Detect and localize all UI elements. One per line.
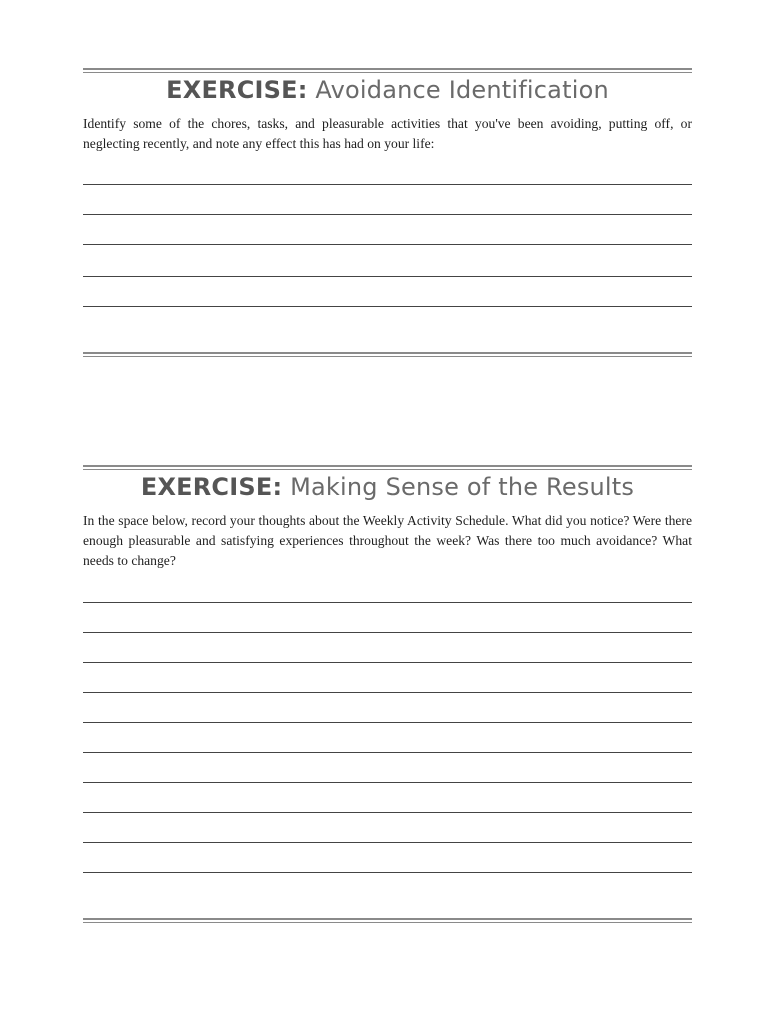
exercise-label: EXERCISE: (166, 76, 308, 104)
writing-line[interactable] (83, 842, 692, 843)
writing-line[interactable] (83, 244, 692, 245)
exercise-making-sense-of-results (83, 465, 692, 925)
writing-line[interactable] (83, 812, 692, 813)
writing-line[interactable] (83, 214, 692, 215)
top-double-rule (83, 465, 692, 467)
exercise-name: Avoidance Identification (315, 76, 609, 104)
writing-line[interactable] (83, 692, 692, 693)
top-double-rule (83, 68, 692, 70)
exercise-title (83, 75, 692, 105)
writing-line[interactable] (83, 722, 692, 723)
exercise-prompt: Identify some of the chores, tasks, and pleasurable activities that you've been avoiding, putting off, or neglecting recently, and note any effect this has had on your life: (83, 116, 692, 151)
exercise-prompt: In the space below, record your thoughts about the Weekly Activity Schedule. What did you notice? Were there enough pleasurable and satisfying experiences throughout the week? Was there too much avoidance? What needs to change? (83, 513, 692, 568)
writing-line[interactable] (83, 632, 692, 633)
writing-line[interactable] (83, 872, 692, 873)
writing-line[interactable] (83, 276, 692, 277)
writing-line[interactable] (83, 662, 692, 663)
writing-line[interactable] (83, 306, 692, 307)
writing-line[interactable] (83, 752, 692, 753)
exercise-name: Making Sense of the Results (290, 473, 635, 501)
exercise-avoidance-identification (83, 68, 692, 358)
exercise-title (83, 472, 692, 502)
writing-line[interactable] (83, 782, 692, 783)
exercise-label: EXERCISE: (140, 473, 283, 501)
writing-line[interactable] (83, 184, 692, 185)
bottom-double-rule (83, 918, 692, 920)
bottom-double-rule (83, 352, 692, 354)
writing-line[interactable] (83, 602, 692, 603)
